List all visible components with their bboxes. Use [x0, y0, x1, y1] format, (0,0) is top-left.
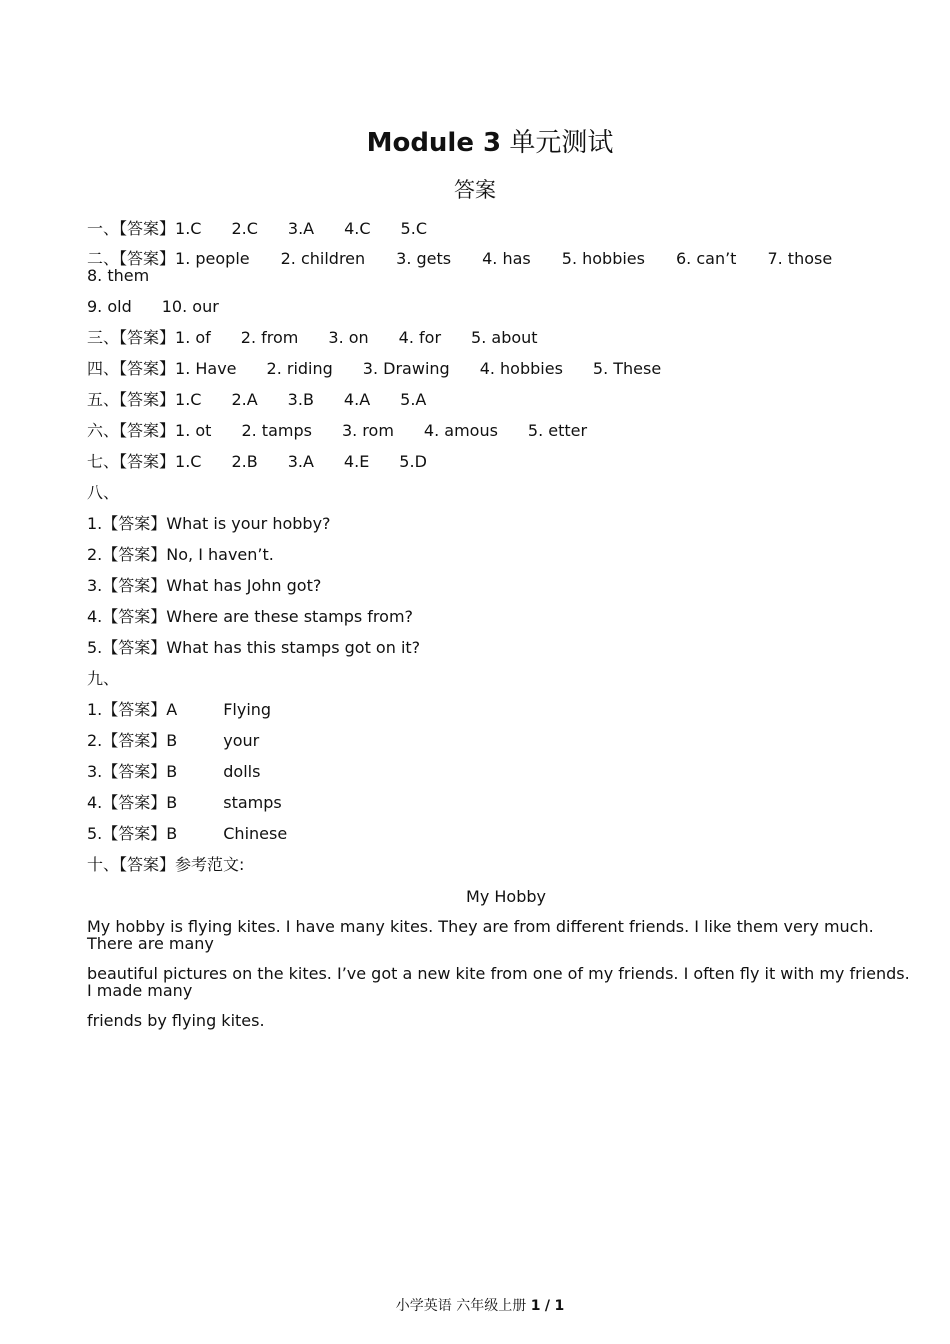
section-prefix: 四、【答案】 — [87, 359, 176, 378]
answer-item: 4.A — [343, 390, 371, 409]
answer-item: 2. riding — [266, 359, 333, 378]
answer-item: 7. those — [767, 249, 833, 268]
answer-item: 9. old — [87, 297, 132, 316]
answer-item: 5.A — [400, 390, 427, 409]
answer-item: 1. of — [175, 328, 211, 347]
answer-word: Flying — [223, 700, 272, 719]
answer-word: your — [223, 731, 260, 750]
answer-line — [87, 700, 917, 721]
answer-item: 2.A — [231, 390, 258, 409]
section-prefix: 五、【答案】 — [87, 390, 176, 409]
answer-item: 1.C — [175, 390, 202, 409]
answer-line: 2.【答案】No, I haven’t. — [87, 545, 274, 564]
section-prefix: 三、【答案】 — [87, 328, 176, 347]
answer-item: 3.A — [287, 452, 314, 471]
section-8-heading: 八、 — [87, 483, 120, 502]
answer-line — [87, 762, 917, 783]
essay-paragraph: friends by flying kites. — [87, 1011, 265, 1030]
section-2 — [87, 250, 917, 284]
answer-label: 3.【答案】B — [87, 762, 178, 781]
answer-item: 4. amous — [423, 421, 498, 440]
section-5 — [87, 390, 917, 411]
answer-label: 5.【答案】B — [87, 824, 178, 843]
answer-item: 3.B — [287, 390, 314, 409]
section-10-heading: 十、【答案】参考范文: — [87, 855, 245, 874]
answer-item: 3. Drawing — [362, 359, 450, 378]
essay-title: My Hobby — [466, 887, 546, 906]
answer-item: 3. gets — [396, 249, 452, 268]
answer-item: 8. them — [87, 266, 150, 285]
section-prefix: 六、【答案】 — [87, 421, 176, 440]
answer-item: 2.C — [231, 219, 258, 238]
answer-word: dolls — [223, 762, 261, 781]
answer-item: 5. hobbies — [561, 249, 645, 268]
answer-item: 2. children — [280, 249, 366, 268]
answer-item: 10. our — [161, 297, 219, 316]
answer-item: 1. ot — [175, 421, 212, 440]
answer-item: 5. These — [592, 359, 662, 378]
answer-line: 3.【答案】What has John got? — [87, 576, 322, 595]
answer-line — [87, 731, 917, 752]
section-prefix: 七、【答案】 — [87, 452, 176, 471]
essay-paragraph: beautiful pictures on the kites. I’ve got a new kite from one of my friends. I often fly it with my friends. I made many — [87, 964, 910, 1000]
answer-item: 3.A — [287, 219, 315, 238]
answer-item: 1.C — [175, 219, 202, 238]
answer-item: 3. on — [328, 328, 369, 347]
section-6 — [87, 421, 917, 442]
section-9-heading: 九、 — [87, 669, 120, 688]
answer-item: 4.E — [343, 452, 370, 471]
answer-line: 5.【答案】What has this stamps got on it? — [87, 638, 421, 657]
answer-label: 4.【答案】B — [87, 793, 178, 812]
answer-item: 2. tamps — [241, 421, 312, 440]
footer-text: 小学英语 六年级上册 — [395, 1298, 527, 1314]
answer-item: 4. for — [398, 328, 442, 347]
section-3 — [87, 328, 917, 349]
page-current: 1 — [530, 1298, 541, 1314]
answer-line — [87, 793, 917, 814]
page-title — [0, 122, 950, 159]
answer-item: 6. can’t — [675, 249, 737, 268]
answer-line: 4.【答案】Where are these stamps from? — [87, 607, 414, 626]
section-1 — [87, 219, 917, 240]
answer-item: 3. rom — [341, 421, 394, 440]
answer-item: 5. etter — [527, 421, 588, 440]
answer-item: 5. about — [471, 328, 538, 347]
answer-word: Chinese — [223, 824, 288, 843]
essay-paragraph: My hobby is flying kites. I have many kites. They are from different friends. I like them very much. There are many — [87, 917, 874, 953]
answer-word: stamps — [223, 793, 282, 812]
page-footer — [0, 1295, 950, 1315]
answer-item: 1.C — [175, 452, 202, 471]
answer-item: 1. people — [175, 249, 250, 268]
section-4 — [87, 359, 917, 380]
answer-item: 4. hobbies — [479, 359, 563, 378]
title-module: Module 3 — [366, 128, 502, 158]
title-unit-test: 单元测试 — [509, 128, 614, 158]
page-subtitle: 答案 — [454, 178, 496, 202]
answer-line — [87, 824, 917, 845]
answer-item: 4. has — [482, 249, 531, 268]
answer-item: 5.C — [400, 219, 427, 238]
answer-content — [87, 219, 917, 1042]
section-prefix: 一、【答案】 — [87, 219, 176, 238]
answer-item: 2. from — [240, 328, 299, 347]
section-prefix: 二、【答案】 — [87, 249, 176, 268]
answer-line: 1.【答案】What is your hobby? — [87, 514, 331, 533]
answer-item: 5.D — [399, 452, 427, 471]
answer-item: 4.C — [344, 219, 371, 238]
section-7 — [87, 452, 917, 473]
answer-item: 1. Have — [175, 359, 237, 378]
answer-label: 1.【答案】A — [87, 700, 178, 719]
answer-item: 2.B — [231, 452, 258, 471]
page-total: 1 — [554, 1298, 565, 1314]
page-separator: / — [544, 1298, 551, 1314]
section-2-continued — [87, 297, 917, 318]
answer-label: 2.【答案】B — [87, 731, 178, 750]
